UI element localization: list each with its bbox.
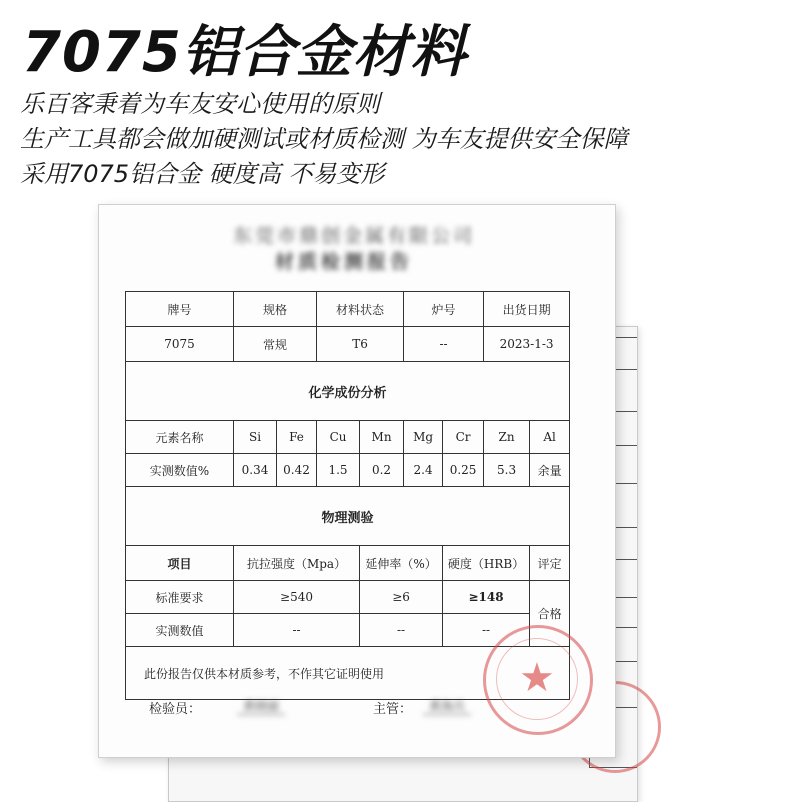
element-mg: Mg bbox=[404, 421, 443, 454]
value-ship-date: 2023-1-3 bbox=[484, 327, 570, 362]
standard-hardness: ≥148 bbox=[443, 581, 530, 614]
header-spec: 规格 bbox=[234, 292, 317, 327]
element-value-row bbox=[126, 454, 570, 487]
header-tensile: 抗拉强度（Mpa） bbox=[234, 546, 360, 581]
company-name: 东莞市鼎创金属有限公司 bbox=[232, 225, 475, 247]
report-sheet bbox=[98, 204, 616, 758]
inspector-signature: 黄晓丽 bbox=[237, 697, 285, 715]
element-name-label: 元素名称 bbox=[126, 421, 234, 454]
element-name-row bbox=[126, 421, 570, 454]
tagline-2: 生产工具都会做加硬测试或材质检测 为车友提供安全保障 bbox=[20, 125, 628, 153]
value-fe: 0.42 bbox=[277, 454, 317, 487]
element-cr: Cr bbox=[443, 421, 484, 454]
value-spec: 常规 bbox=[234, 327, 317, 362]
verdict-value: 合格 bbox=[530, 581, 570, 647]
value-si: 0.34 bbox=[234, 454, 277, 487]
header-verdict: 评定 bbox=[530, 546, 570, 581]
header-elongation: 延伸率（%） bbox=[360, 546, 443, 581]
element-fe: Fe bbox=[277, 421, 317, 454]
value-furnace: -- bbox=[404, 327, 484, 362]
value-grade: 7075 bbox=[126, 327, 234, 362]
value-cr: 0.25 bbox=[443, 454, 484, 487]
seal-star-icon: ★ bbox=[519, 655, 555, 701]
header-furnace: 炉号 bbox=[404, 292, 484, 327]
value-zn: 5.3 bbox=[484, 454, 530, 487]
report-note: 此份报告仅供本材质参考，不作其它证明使用 bbox=[126, 647, 570, 700]
supervisor-signature: 黄海兵 bbox=[423, 697, 471, 715]
value-al: 余量 bbox=[530, 454, 570, 487]
element-cu: Cu bbox=[317, 421, 360, 454]
value-cu: 1.5 bbox=[317, 454, 360, 487]
header-item: 项目 bbox=[126, 546, 234, 581]
tagline-3: 采用7075铝合金 硬度高 不易变形 bbox=[20, 160, 385, 188]
value-mn: 0.2 bbox=[360, 454, 404, 487]
value-state: T6 bbox=[317, 327, 404, 362]
physical-header-row bbox=[126, 546, 570, 581]
header-state: 材料状态 bbox=[317, 292, 404, 327]
chemical-section-title: 化学成份分析 bbox=[126, 362, 570, 421]
basic-value-row bbox=[126, 327, 570, 362]
measured-elongation: -- bbox=[360, 614, 443, 647]
report-title: 材质检测报告 bbox=[274, 251, 413, 273]
value-mg: 2.4 bbox=[404, 454, 443, 487]
element-si: Si bbox=[234, 421, 277, 454]
element-al: Al bbox=[530, 421, 570, 454]
element-zn: Zn bbox=[484, 421, 530, 454]
header-grade: 牌号 bbox=[126, 292, 234, 327]
standard-row bbox=[126, 581, 570, 614]
basic-header-row bbox=[126, 292, 570, 327]
company-seal bbox=[483, 625, 593, 735]
physical-section-title: 物理测验 bbox=[126, 487, 570, 546]
standard-label: 标准要求 bbox=[126, 581, 234, 614]
measured-hardness: -- bbox=[443, 614, 530, 647]
header-hardness: 硬度（HRB） bbox=[443, 546, 530, 581]
measured-percent-label: 实测数值% bbox=[126, 454, 234, 487]
standard-tensile: ≥540 bbox=[234, 581, 360, 614]
inspector-label: 检验员： bbox=[149, 702, 202, 717]
measured-tensile: -- bbox=[234, 614, 360, 647]
element-mn: Mn bbox=[360, 421, 404, 454]
tagline-1: 乐百客秉着为车友安心使用的原则 bbox=[20, 90, 380, 118]
supervisor-label: 主管： bbox=[373, 702, 413, 717]
standard-elongation: ≥6 bbox=[360, 581, 443, 614]
headline: 7075铝合金材料 bbox=[22, 20, 467, 85]
header-ship-date: 出货日期 bbox=[484, 292, 570, 327]
measured-label: 实测数值 bbox=[126, 614, 234, 647]
